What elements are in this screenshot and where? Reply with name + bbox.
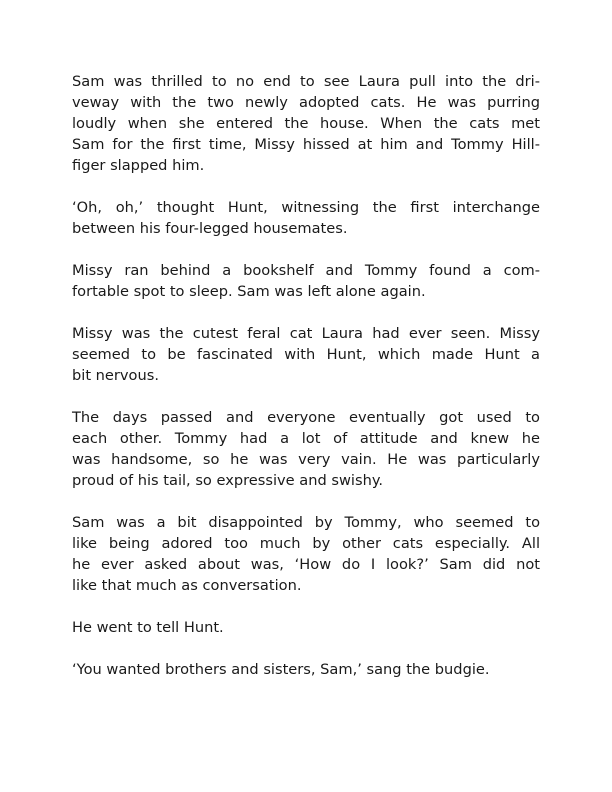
text-line: like that much as conversation.: [72, 577, 302, 594]
text-line: proud of his tail, so expressive and swishy.: [72, 472, 384, 489]
text-line: loudly when she entered the house. When the cats met: [72, 115, 540, 132]
paragraph-3: [72, 260, 540, 302]
text-line: Missy ran behind a bookshelf and Tommy found a com-: [72, 262, 540, 279]
text-line: fortable spot to sleep. Sam was left alone again.: [72, 283, 426, 300]
text-line: veway with the two newly adopted cats. He was purring: [72, 94, 540, 111]
paragraph-6: [72, 512, 540, 596]
text-line: Sam was thrilled to no end to see Laura pull into the dri-: [72, 73, 540, 90]
text-line: between his four-legged housemates.: [72, 220, 348, 237]
text-line: The days passed and everyone eventually got used to: [72, 409, 540, 426]
text-line: ‘You wanted brothers and sisters, Sam,’ sang the budgie.: [72, 661, 490, 678]
text-line: Sam was a bit disappointed by Tommy, who seemed to: [72, 514, 540, 531]
text-line: He went to tell Hunt.: [72, 619, 224, 636]
text-line: was handsome, so he was very vain. He was particularly: [72, 451, 540, 468]
text-line: ‘Oh, oh,’ thought Hunt, witnessing the first interchange: [72, 199, 540, 216]
text-line: Missy was the cutest feral cat Laura had ever seen. Missy: [72, 325, 540, 342]
paragraph-8: [72, 659, 540, 680]
text-line: each other. Tommy had a lot of attitude and knew he: [72, 430, 540, 447]
body-text: [72, 71, 540, 701]
paragraph-2: [72, 197, 540, 239]
paragraph-7: [72, 617, 540, 638]
text-line: seemed to be fascinated with Hunt, which made Hunt a: [72, 346, 540, 363]
text-line: he ever asked about was, ‘How do I look?’ Sam did not: [72, 556, 540, 573]
text-line: bit nervous.: [72, 367, 159, 384]
text-line: like being adored too much by other cats especially. All: [72, 535, 540, 552]
paragraph-1: [72, 71, 540, 176]
text-line: Sam for the first time, Missy hissed at him and Tommy Hill-: [72, 136, 540, 153]
paragraph-4: [72, 323, 540, 386]
paragraph-5: [72, 407, 540, 491]
text-line: figer slapped him.: [72, 157, 205, 174]
